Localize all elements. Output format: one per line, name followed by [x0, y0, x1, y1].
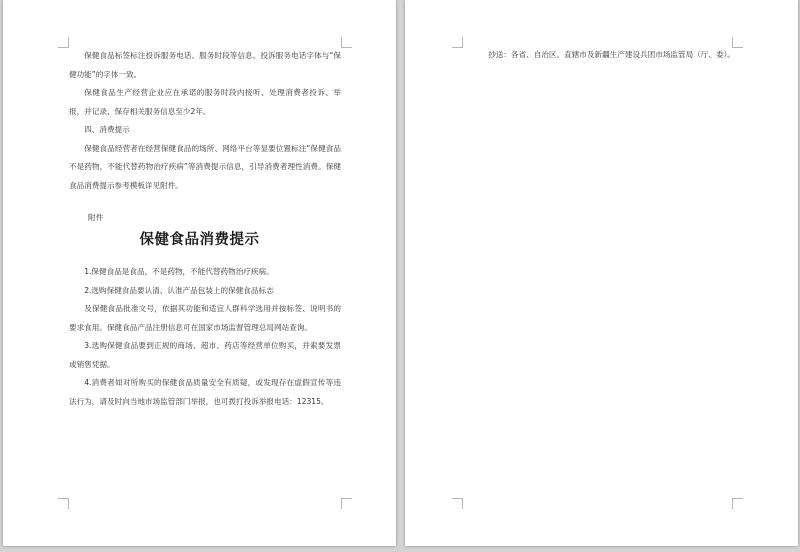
crop-mark	[341, 498, 352, 509]
cc-text	[473, 46, 773, 65]
cc-line: 抄送：各省、自治区、直辖市及新疆生产建设兵团市场监管局（厅、委）。	[488, 50, 735, 59]
crop-mark	[58, 37, 69, 48]
crop-mark	[452, 37, 463, 48]
paragraph: 保健食品生产经营企业应在承诺的服务时段内接听、处理消费者投诉、举报，并记录、保存相关服务信息至少2年。	[69, 88, 341, 116]
paragraph: 保健食品经营者在经营保健食品的场所、网络平台等显要位置标注“保健食品不是药物，不能代替药物治疗疾病”等消费提示信息，引导消费者理性消费。保健食品消费提示参考模板详见附件。	[69, 143, 341, 190]
consumer-tips	[69, 263, 341, 411]
tip-item: 1.保健食品是食品，不是药物，不能代替药物治疗疾病。	[84, 267, 274, 276]
attachment-label: 附件	[88, 213, 104, 222]
document-page-2	[405, 0, 798, 546]
tip-item: 4.消费者如对所购买的保健食品质量安全有质疑，或发现存在虚假宣传等违法行为，请及时向当地市场监管部门举报，也可拨打投诉举报电话：12315。	[69, 378, 341, 406]
crop-mark	[341, 37, 352, 48]
crop-mark	[452, 498, 463, 509]
body-text	[69, 47, 341, 195]
attachment-title: 保健食品消费提示	[139, 232, 260, 248]
tip-item: 及保健食品批准文号，依据其功能和适宜人群科学选用并按标签、说明书的要求食用。保健食品产品注册信息可在国家市场监督管理总局网站查询。	[69, 304, 341, 332]
tip-item: 2.选购保健食品要认清、认准产品包装上的保健食品标志	[84, 285, 274, 295]
crop-mark	[58, 498, 69, 509]
crop-mark	[732, 498, 743, 509]
document-page-1	[3, 0, 396, 546]
paragraph: 保健食品标签标注投诉服务电话、服务时段等信息。投诉服务电话字体与“保健功能”的字体一致。	[69, 51, 341, 79]
section-heading: 四、消费提示	[84, 125, 130, 134]
tip-item: 3.选购保健食品要到正规的商场、超市、药店等经营单位购买，并索要发票或销售凭据。	[69, 341, 341, 369]
